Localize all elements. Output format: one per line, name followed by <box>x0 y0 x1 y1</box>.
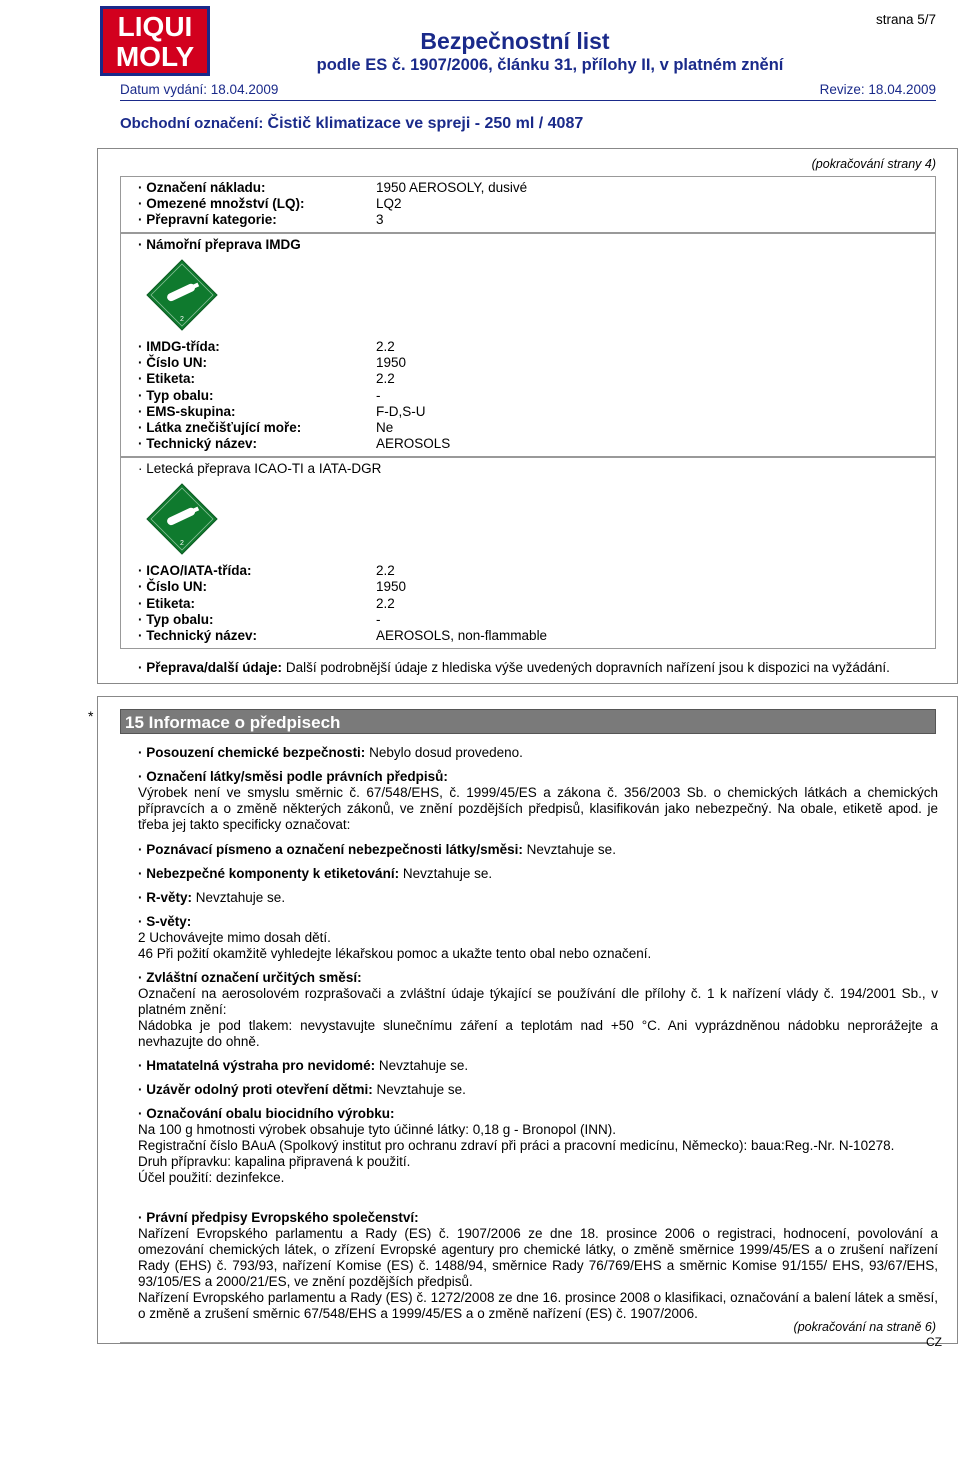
language-code: CZ <box>926 1335 942 1349</box>
imdg-label-row: · Etiketa: 2.2 <box>138 371 395 386</box>
hazardous-components-row: · Nebezpečné komponenty k etiketování: Nevztahuje se. <box>138 866 493 881</box>
icao-label-row: · Etiketa: 2.2 <box>138 596 395 611</box>
gas-placard-icon <box>146 259 218 331</box>
issue-date: Datum vydání: 18.04.2009 <box>120 82 279 97</box>
icao-heading: · Letecká přeprava ICAO-TI a IATA-DGR <box>138 461 382 476</box>
eu-regulations: · Právní předpisy Evropského společenství: Nařízení Evropského parlamentu a Rady (ES) č. 1907/2006 ze dne 18. prosince 2006 o registraci, hodnocení, povolování a omezování chemických látek, o zřízení Evropské agentury pro chemické látky, o změně směrnice 1999/45/ES a o zrušení nařízení Rady (EHS) č. 793/93, nařízení Komise (ES) č. 1488/94, směrnice Rady 76/769/EHS a směrnic Komise 91/155/ EHS, 93/67/EHS, 93/105/ES a 2000/21/ES, ve znění pozdějších předpisů. Nařízení Evropského parlamentu a Rady (ES) č. 1272/2008 ze dne 16. prosince 2008 o klasifikaci, označování a balení látek a směsí, o změně a zrušení směrnic 67/548/EHS a 1999/45/ES a o změně nařízení (ES) č. 1907/2006. <box>138 1210 938 1321</box>
icao-packaging-row: · Typ obalu: - <box>138 612 381 627</box>
trade-label: Obchodní označení: <box>120 115 264 132</box>
transport-category-row: · Přepravní kategorie: 3 <box>138 212 384 227</box>
s-phrases: · S-věty: 2 Uchovávejte mimo dosah dětí. 46 Při požití okamžitě vyhledejte lékařskou pomoc a ukažte tento obal nebo označení. <box>138 914 652 961</box>
continued-from: (pokračování strany 4) <box>811 157 936 171</box>
transport-other-row: · Přeprava/další údaje: Další podrobnější údaje z hlediska výše uvedených dopravních nařízení jsou k dispozici na vyžádání. <box>138 660 890 675</box>
tactile-warning-row: · Hmatatelná výstraha pro nevidomé: Nevztahuje se. <box>138 1058 469 1073</box>
imdg-un-row: · Číslo UN: 1950 <box>138 355 407 370</box>
limited-quantity-row: · Omezené množství (LQ): LQ2 <box>138 196 402 211</box>
svg-text:2: 2 <box>180 316 184 323</box>
hazard-symbol-row: · Poznávací písmeno a označení nebezpečnosti látky/směsi: Nevztahuje se. <box>138 842 616 857</box>
imdg-packaging-row: · Typ obalu: - <box>138 388 381 403</box>
gas-placard-icon <box>146 483 218 555</box>
imdg-ems-row: · EMS-skupina: F-D,S-U <box>138 404 426 419</box>
icao-technical-name-row: · Technický název: AEROSOLS, non-flammable <box>138 628 548 643</box>
imdg-class-row: · IMDG-třída: 2.2 <box>138 339 395 354</box>
section-15-heading: 15 Informace o předpisech <box>120 709 936 734</box>
cargo-designation-row: · Označení nákladu: 1950 AEROSOLY, dusivé <box>138 180 528 195</box>
icao-un-row: · Číslo UN: 1950 <box>138 579 407 594</box>
imdg-technical-name-row: · Technický název: AEROSOLS <box>138 436 451 451</box>
biocide-labelling: · Označování obalu biocidního výrobku: Na 100 g hmotnosti výrobek obsahuje tyto účinné látky: 0,18 g - Bronopol (INN). Registrační číslo BAuA (Spolkový institut pro ochranu zdraví při práci a pracovní medicínu, Německo): baua:Reg.-Nr. N-10278. Druh přípravku: kapalina připravená k použití. Účel použití: dezinfekce. <box>138 1106 895 1185</box>
trade-name: Čistič klimatizace ve spreji - 250 ml / 4087 <box>267 115 584 132</box>
r-phrases-row: · R-věty: Nevztahuje se. <box>138 890 286 905</box>
trade-name-line <box>120 115 583 133</box>
date-row <box>120 82 936 97</box>
icao-class-row: · ICAO/IATA-třída: 2.2 <box>138 563 395 578</box>
substance-labelling: · Označení látky/směsi podle právních předpisů: Výrobek není ve smyslu směrnic č. 67/548/EHS, č. 1999/45/ES a zákona č. 356/2003 Sb. o chemických látkách a chemických přípravcích a o změně některých zákonů, ve znění pozdějších předpisů, klasifikován jako nebezpečný. Na obale, etiketě apod. je třeba jej takto specificky označovat: <box>138 769 938 832</box>
revision-date: Revize: 18.04.2009 <box>819 82 936 97</box>
page-number: strana 5/7 <box>875 12 936 27</box>
header-divider <box>120 100 936 101</box>
imdg-heading: · Námořní přeprava IMDG <box>138 237 301 252</box>
footer-divider <box>120 1342 928 1343</box>
chemical-safety-assessment: · Posouzení chemické bezpečnosti: Nebylo dosud provedeno. <box>138 745 523 760</box>
icao-box <box>120 457 936 649</box>
svg-text:2: 2 <box>180 540 184 547</box>
continued-to: (pokračování na straně 6) <box>793 1320 936 1334</box>
imdg-marine-pollutant-row: · Látka znečišťující moře: Ne <box>138 420 394 435</box>
logo-line1: LIQUI <box>117 11 193 42</box>
special-labelling: · Zvláštní označení určitých směsí: Označení na aerosolovém rozprašovači a zvláštní údaje týkající se používání dle přílohy č. 1 k nařízení vlády č. 194/2001 Sb., v platném znění: Nádobka je pod tlakem: nevystavujte slunečnímu záření a teplotám nad +50 °C. Ani vyprázdněnou nádobku neprorážejte a nevhazujte do ohně. <box>138 970 938 1049</box>
document-subtitle: podle ES č. 1907/2006, článku 31, přílohy II, v platném znění <box>316 56 784 74</box>
logo-line2: MOLY <box>115 41 195 72</box>
revision-star: * <box>88 708 94 724</box>
child-resistant-row: · Uzávěr odolný proti otevření dětmi: Nevztahuje se. <box>138 1082 466 1097</box>
document-title: Bezpečnostní list <box>420 28 610 54</box>
